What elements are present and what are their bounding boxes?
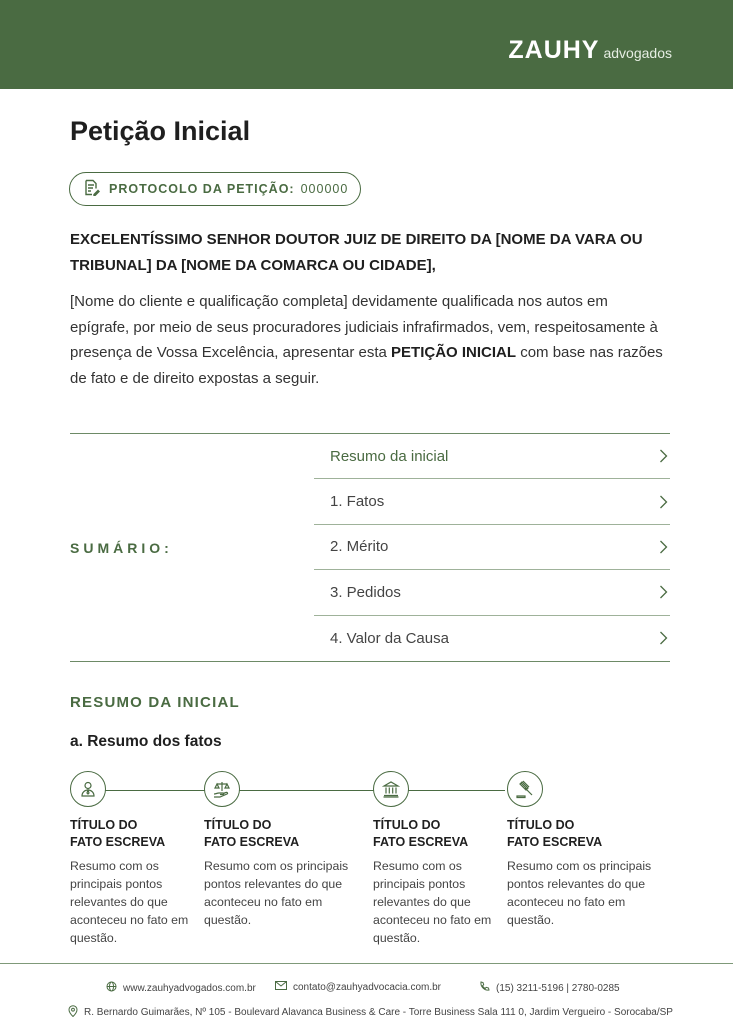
fact-item bbox=[204, 817, 354, 929]
phone-icon bbox=[479, 981, 496, 995]
chevron-right-icon bbox=[659, 449, 668, 463]
fact-title: TÍTULO DO FATO ESCREVA bbox=[70, 818, 166, 849]
footer-divider bbox=[0, 963, 733, 964]
toc-item-fatos[interactable] bbox=[314, 479, 670, 524]
protocol-badge bbox=[69, 172, 361, 206]
toc-item-label: 2. Mérito bbox=[330, 538, 389, 556]
table-of-contents bbox=[314, 434, 670, 661]
toc-item-merito[interactable] bbox=[314, 525, 670, 570]
brand-name: ZAUHY bbox=[508, 36, 600, 64]
salutation: EXCELENTÍSSIMO SENHOR DOUTOR JUIZ DE DIREITO DA [NOME DA VARA OU TRIBUNAL] DA [NOME DA COMARCA OU CIDADE], bbox=[70, 231, 643, 274]
courthouse-icon bbox=[373, 771, 409, 807]
mail-icon bbox=[275, 981, 293, 993]
intro-bold: PETIÇÃO INICIAL bbox=[391, 344, 517, 361]
summary-bottom-divider bbox=[70, 661, 670, 662]
address-text: R. Bernardo Guimarães, Nº 105 - Boulevard Alavanca Business & Care - Torre Business Sala 111 0, Jardim Vergueiro - Sorocaba/SP bbox=[84, 1007, 673, 1018]
toc-item-resumo[interactable] bbox=[314, 434, 670, 479]
fact-description: Resumo com os principais pontos relevantes do que aconteceu no fato em questão. bbox=[373, 859, 492, 945]
toc-item-label: 4. Valor da Causa bbox=[330, 629, 449, 647]
person-icon bbox=[70, 771, 106, 807]
toc-item-valor-causa[interactable] bbox=[314, 616, 670, 661]
page-header bbox=[0, 0, 733, 89]
toc-item-label: 1. Fatos bbox=[330, 493, 385, 511]
chevron-right-icon bbox=[659, 585, 668, 599]
fact-description: Resumo com os principais pontos relevantes do que aconteceu no fato em questão. bbox=[204, 859, 349, 927]
email-text: contato@zauhyadvocacia.com.br bbox=[293, 981, 442, 993]
toc-item-label: 3. Pedidos bbox=[330, 583, 401, 601]
chevron-right-icon bbox=[659, 540, 668, 554]
section-heading: RESUMO DA INICIAL bbox=[70, 694, 240, 711]
phone-text: (15) 3211-5196 | 2780-0285 bbox=[496, 982, 620, 994]
globe-icon bbox=[106, 981, 123, 995]
footer-email[interactable] bbox=[275, 981, 441, 993]
fact-description: Resumo com os principais pontos relevantes do que aconteceu no fato em questão. bbox=[507, 859, 652, 927]
sub-heading: a. Resumo dos fatos bbox=[70, 733, 222, 750]
gavel-icon bbox=[507, 771, 543, 807]
footer-website[interactable] bbox=[106, 981, 256, 995]
toc-item-label: Resumo da inicial bbox=[330, 447, 449, 465]
intro-text-after: com base nas razões de fato e de direito expostas a seguir. bbox=[70, 344, 663, 387]
fact-item bbox=[373, 817, 498, 947]
summary-label: SUMÁRIO: bbox=[70, 540, 173, 556]
footer-address bbox=[68, 1005, 673, 1020]
fact-item bbox=[70, 817, 195, 947]
fact-title: TÍTULO DO FATO ESCREVA bbox=[507, 818, 603, 849]
fact-description: Resumo com os principais pontos relevantes do que aconteceu no fato em questão. bbox=[70, 859, 189, 945]
chevron-right-icon bbox=[659, 495, 668, 509]
protocol-label: PROTOCOLO DA PETIÇÃO: bbox=[109, 182, 295, 196]
toc-item-pedidos[interactable] bbox=[314, 570, 670, 615]
page-title: Petição Inicial bbox=[70, 116, 251, 146]
website-text: www.zauhyadvogados.com.br bbox=[123, 982, 256, 994]
intro-text-before: [Nome do cliente e qualificação completa] devidamente qualificada nos autos em epígrafe, por meio de seus procuradores judiciais infrafirmados, vem, respeitosamente à presença de Vossa Excelência, apresentar esta bbox=[70, 293, 658, 361]
footer-phone[interactable] bbox=[479, 981, 620, 995]
location-pin-icon bbox=[68, 1005, 84, 1020]
protocol-number: 000000 bbox=[300, 182, 349, 196]
document-edit-icon bbox=[83, 179, 100, 199]
timeline-line bbox=[105, 790, 505, 791]
fact-title: TÍTULO DO FATO ESCREVA bbox=[373, 818, 469, 849]
fact-title: TÍTULO DO FATO ESCREVA bbox=[204, 818, 300, 849]
brand-subtitle: advogados bbox=[603, 45, 672, 61]
brand-logo bbox=[508, 36, 672, 65]
chevron-right-icon bbox=[659, 631, 668, 645]
fact-item bbox=[507, 817, 657, 929]
scales-hand-icon bbox=[204, 771, 240, 807]
intro-paragraph bbox=[70, 289, 670, 391]
